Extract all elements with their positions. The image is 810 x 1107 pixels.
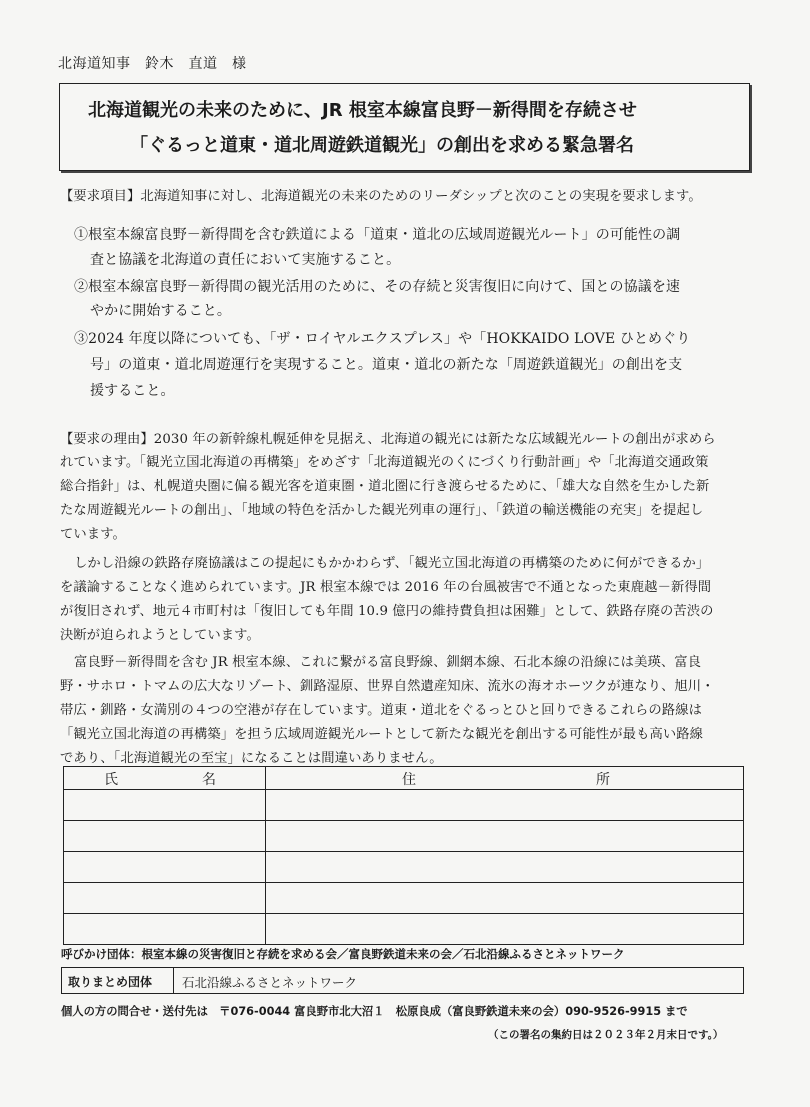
name-header: 氏 名 [64,767,266,790]
reason-line: 総合指針」は、札幌道央圏に偏る観光客を道東圏・道北圏に行き渡らせるために、「雄大な自然を生かした新 [60,479,710,494]
addressee: 北海道知事 鈴木 直道 様 [58,56,247,72]
name-cell[interactable] [64,883,266,914]
contact: 個人の方の問合せ・送付先は 〒076-0044 富良野市北大沼１ 松原良成（富良野鉄道未来の会）090-9526-9915 まで [61,1005,688,1018]
address-cell[interactable] [266,852,744,883]
address-header: 住 所 [266,767,744,790]
reason-line: 富良野－新得間を含む JR 根室本線、これに繋がる富良野線、釧網本線、石北本線の沿線には美瑛、富良 [74,655,702,670]
demand-line: ③2024 年度以降についても、「ザ・ロイヤルエクスプレス」や「HOKKAIDO LOVE ひとめぐり [74,331,691,347]
demand-line: 援すること。 [90,383,175,399]
title-box [59,83,750,171]
reason-line: 帯広・釧路・女満別の４つの空港が存在しています。道東・道北をぐるっとひと回りできるこれらの路線は [60,703,702,718]
signature-table [63,766,744,945]
name-cell[interactable] [64,852,266,883]
organizer-value: 石北沿線ふるさとネットワーク [182,975,358,990]
address-cell[interactable] [266,790,744,821]
reason-line: ています。 [60,527,126,542]
organizer-label: 取りまとめ団体 [62,968,174,993]
name-cell[interactable] [64,790,266,821]
reason-line: であり、「北海道観光の至宝」になることは間違いありません。 [60,751,443,766]
organizer-box [61,967,744,994]
reason-line: が復旧されず、地元４市町村は「復旧しても年間 10.9 億円の維持費負担は困難」として、鉄路存廃の苦渋の [60,604,714,619]
reason-line: たな周遊観光ルートの創出」、「地域の特色を活かした観光列車の運行」、「鉄道の輸送機能の充実」を提起し [60,503,704,518]
reason-line: 野・サホロ・トマムの広大なリゾート、釧路湿原、世界自然遺産知床、流氷の海オホーツクが連なり、旭川・ [60,679,715,694]
demands-intro: 【要求項目】北海道知事に対し、北海道観光の未来のためのリーダシップと次のことの実現を要求します。 [60,189,702,204]
name-cell[interactable] [64,914,266,945]
demand-line: 号」の道東・道北周遊運行を実現すること。道東・道北の新たな「周遊鉄道観光」の創出を支 [90,357,683,373]
reason-line: 「観光立国北海道の再構築」を担う広域周遊観光ルートとして新たな観光を創出する可能性が最も高い路線 [60,727,704,742]
title-line-1: 北海道観光の未来のために、JR 根室本線富良野－新得間を存続させ [88,100,637,121]
demand-line: ②根室本線富良野－新得間の観光活用のために、その存続と災害復旧に向けて、国との協議を速 [74,279,681,295]
signature-row [64,852,744,883]
demand-line: ①根室本線富良野－新得間を含む鉄道による「道東・道北の広域周遊観光ルート」の可能性の調 [74,227,681,243]
reason-line: を議論することなく進められています。JR 根室本線では 2016 年の台風被害で不通となった東鹿越－新得間 [60,580,712,595]
reason-line: しかし沿線の鉄路存廃協議はこの提起にもかかわらず、「観光立国北海道の再構築のために何ができるか」 [74,556,710,571]
address-cell[interactable] [266,883,744,914]
demand-line: やかに開始すること。 [90,303,231,319]
address-cell[interactable] [266,914,744,945]
deadline-note: （この署名の集約日は２０２３年２月末日です。） [488,1029,724,1041]
signature-header-row [64,767,744,790]
reason-line: 決断が迫られようとしています。 [60,628,260,643]
reason-line: れています。「観光立国北海道の再構築」をめざす「北海道観光のくにづくり行動計画」や「北海道交通政策 [60,455,709,470]
address-cell[interactable] [266,821,744,852]
name-cell[interactable] [64,821,266,852]
signature-row [64,914,744,945]
title-line-2: 「ぐるっと道東・道北周遊鉄道観光」の創出を求める緊急署名 [130,135,634,156]
callers: 呼びかけ団体：根室本線の災害復旧と存続を求める会／富良野鉄道未来の会／石北沿線ふるさとネットワーク [61,947,625,961]
demand-line: 査と協議を北海道の責任において実施すること。 [90,252,401,268]
signature-row [64,790,744,821]
signature-row [64,821,744,852]
signature-row [64,883,744,914]
reason-line: 【要求の理由】2030 年の新幹線札幌延伸を見据え、北海道の観光には新たな広域観光ルートの創出が求めら [60,432,716,447]
